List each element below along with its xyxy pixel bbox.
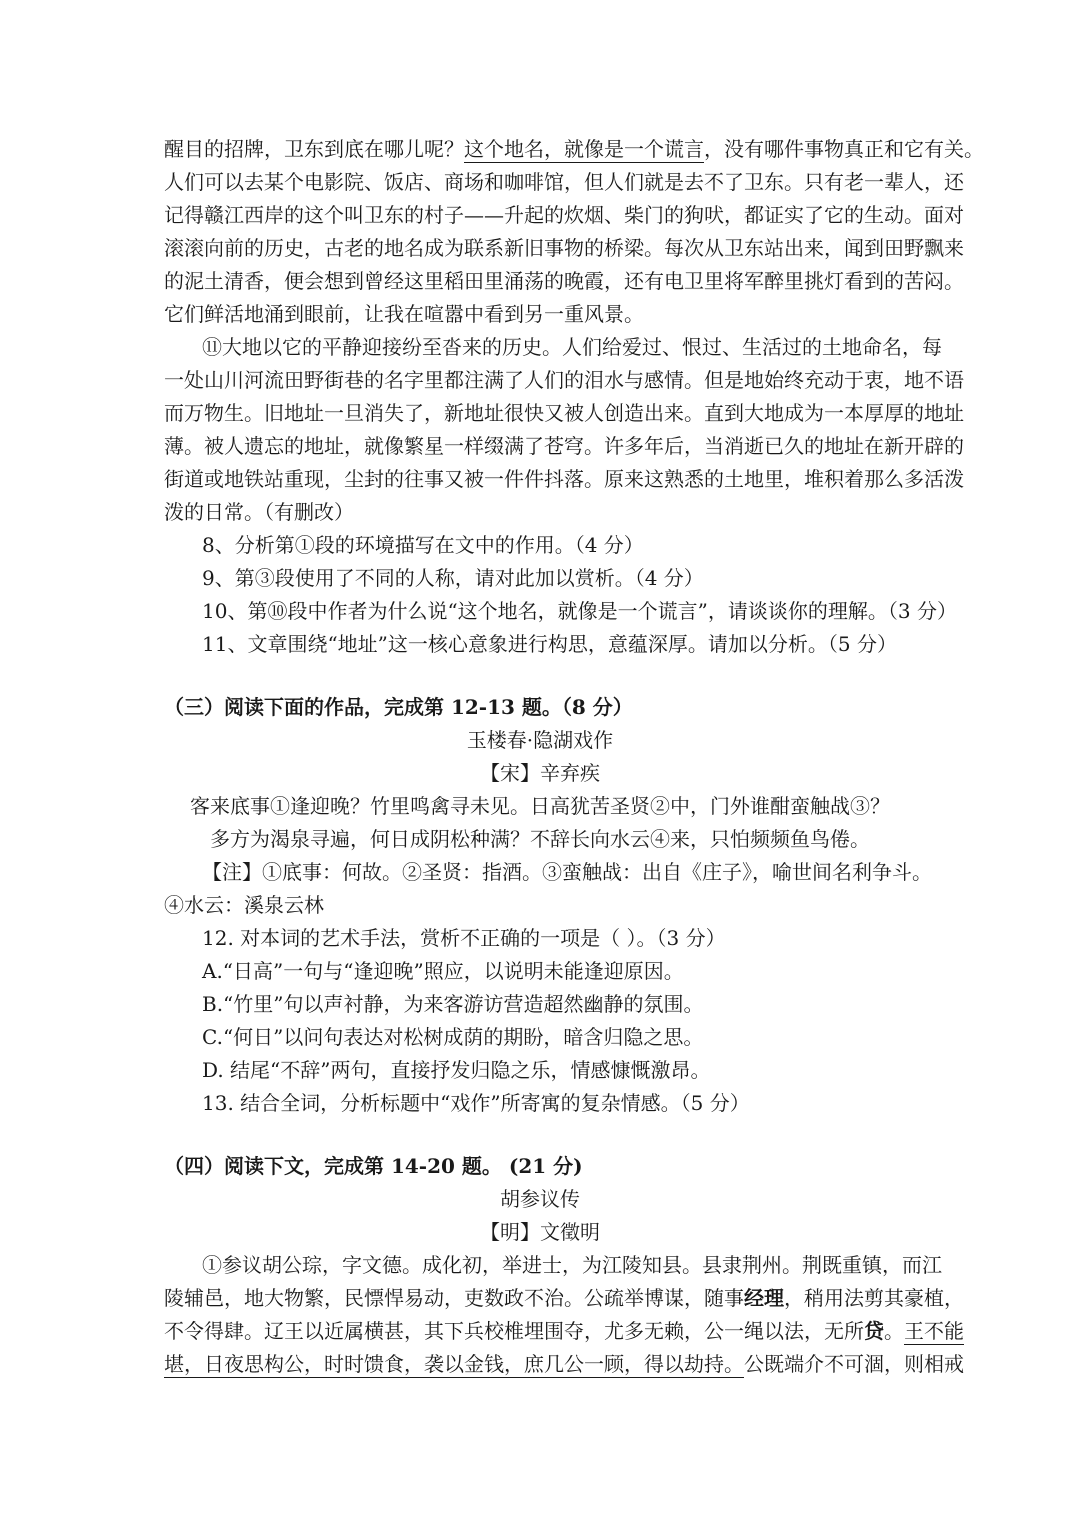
- question-12: 12. 对本词的艺术手法，赏析不正确的一项是（ ）。（3 分）: [202, 926, 726, 950]
- passage-line-1: 醒目的招牌，卫东到底在哪儿呢？这个地名，就像是一个谎言，没有哪件事物真正和它有关。: [164, 137, 984, 161]
- question-8: 8、分析第①段的环境描写在文中的作用。（4 分）: [202, 533, 644, 557]
- poem-title: 玉楼春·隐湖戏作: [466, 728, 614, 752]
- bold-keyword: 贷: [864, 1319, 884, 1343]
- underlined-sentence: 堪，日夜思构公，时时馈食，袭以金钱，庶几公一顾，得以劫持。: [164, 1352, 744, 1376]
- option-c: C.“何日”以问句表达对松树成荫的期盼，暗含归隐之思。: [202, 1025, 704, 1049]
- section-3-heading: （三）阅读下面的作品，完成第 12-13 题。（8 分）: [164, 695, 633, 719]
- section-4-heading: （四）阅读下文，完成第 14-20 题。 (21 分): [164, 1154, 583, 1178]
- poem-line-2: 多方为渴泉寻遍，何日成阴松种满？不辞长向水云④来，只怕频频鱼鸟倦。: [210, 827, 870, 851]
- question-10: 10、第⑩段中作者为什么说“这个地名，就像是一个谎言”，请谈谈你的理解。（3 分）: [202, 599, 957, 623]
- bold-keyword: 经理: [744, 1286, 784, 1310]
- paragraph-11-line-2: 一处山川河流田野街巷的名字里都注满了人们的泪水与感情。但是地始终充动于衷，地不语: [164, 368, 964, 392]
- question-13: 13. 结合全词，分析标题中“戏作”所寄寓的复杂情感。（5 分）: [202, 1091, 750, 1115]
- underlined-phrase: 这个地名，就像是一个谎言: [464, 137, 704, 161]
- biography-line-1: ①参议胡公琮，字文德。成化初，举进士，为江陵知县。县隶荆州。荆既重镇，而江: [202, 1253, 942, 1277]
- option-b: B.“竹里”句以声衬静，为来客游访营造超然幽静的氛围。: [202, 992, 704, 1016]
- biography-title: 胡参议传: [500, 1187, 580, 1211]
- poem-line-1: 客来底事①逢迎晚？竹里鸣禽寻未见。日高犹苦圣贤②中，门外谁酣蛮触战③？: [190, 794, 890, 818]
- paragraph-11-line-6: 泼的日常。（有删改）: [164, 500, 354, 524]
- question-11: 11、文章围绕“地址”这一核心意象进行构思，意蕴深厚。请加以分析。（5 分）: [202, 632, 897, 656]
- question-9: 9、第③段使用了不同的人称，请对此加以赏析。（4 分）: [202, 566, 704, 590]
- poem-author: 【宋】辛弃疾: [480, 761, 600, 785]
- option-d: D. 结尾“不辞”两句，直接抒发归隐之乐，情感慷慨激昂。: [202, 1058, 711, 1082]
- biography-line-4: 堪，日夜思构公，时时馈食，袭以金钱，庶几公一顾，得以劫持。公既端介不可涸，则相戒: [164, 1352, 964, 1376]
- paragraph-11-line-3: 而万物生。旧地址一旦消失了，新地址很快又被人创造出来。直到大地成为一本厚厚的地址: [164, 401, 964, 425]
- biography-line-3: 不令得肆。辽王以近属横甚，其下兵校椎埋围夺，尤多无赖，公一绳以法，无所贷。王不能: [164, 1319, 964, 1343]
- passage-line-5: 的泥土清香，便会想到曾经这里稻田里涌荡的晚霞，还有电卫里将军醉里挑灯看到的苦闷。: [164, 269, 964, 293]
- paragraph-11-line-4: 薄。被人遗忘的地址，就像繁星一样缀满了苍穹。许多年后，当消逝已久的地址在新开辟的: [164, 434, 964, 458]
- biography-author: 【明】文徵明: [480, 1220, 600, 1244]
- biography-line-2: 陵辅邑，地大物繁，民慓悍易动，吏数政不治。公疏举博谋，随事经理，稍用法剪其豪植，: [164, 1286, 964, 1310]
- paragraph-11-line-1: ⑪大地以它的平静迎接纷至沓来的历史。人们给爱过、恨过、生活过的土地命名，每: [202, 335, 942, 359]
- poem-note-2: ④水云：溪泉云林: [164, 893, 324, 917]
- option-a: A.“日高”一句与“逢迎晚”照应，以说明未能逢迎原因。: [202, 959, 684, 983]
- paragraph-11-line-5: 街道或地铁站重现，尘封的往事又被一件件抖落。原来这熟悉的土地里，堆积着那么多活泼: [164, 467, 964, 491]
- passage-line-4: 滚滚向前的历史，古老的地名成为联系新旧事物的桥梁。每次从卫东站出来，闻到田野飘来: [164, 236, 964, 260]
- passage-line-6: 它们鲜活地涌到眼前，让我在喧嚣中看到另一重风景。: [164, 302, 644, 326]
- poem-note-1: 【注】①底事：何故。②圣贤：指酒。③蛮触战：出自《庄子》，喻世间名利争斗。: [202, 860, 932, 884]
- passage-line-3: 记得赣江西岸的这个叫卫东的村子——升起的炊烟、柴门的狗吠，都证实了它的生动。面对: [164, 203, 964, 227]
- underlined-sentence: 王不能: [904, 1319, 964, 1343]
- passage-line-2: 人们可以去某个电影院、饭店、商场和咖啡馆，但人们就是去不了卫东。只有老一辈人，还: [164, 170, 964, 194]
